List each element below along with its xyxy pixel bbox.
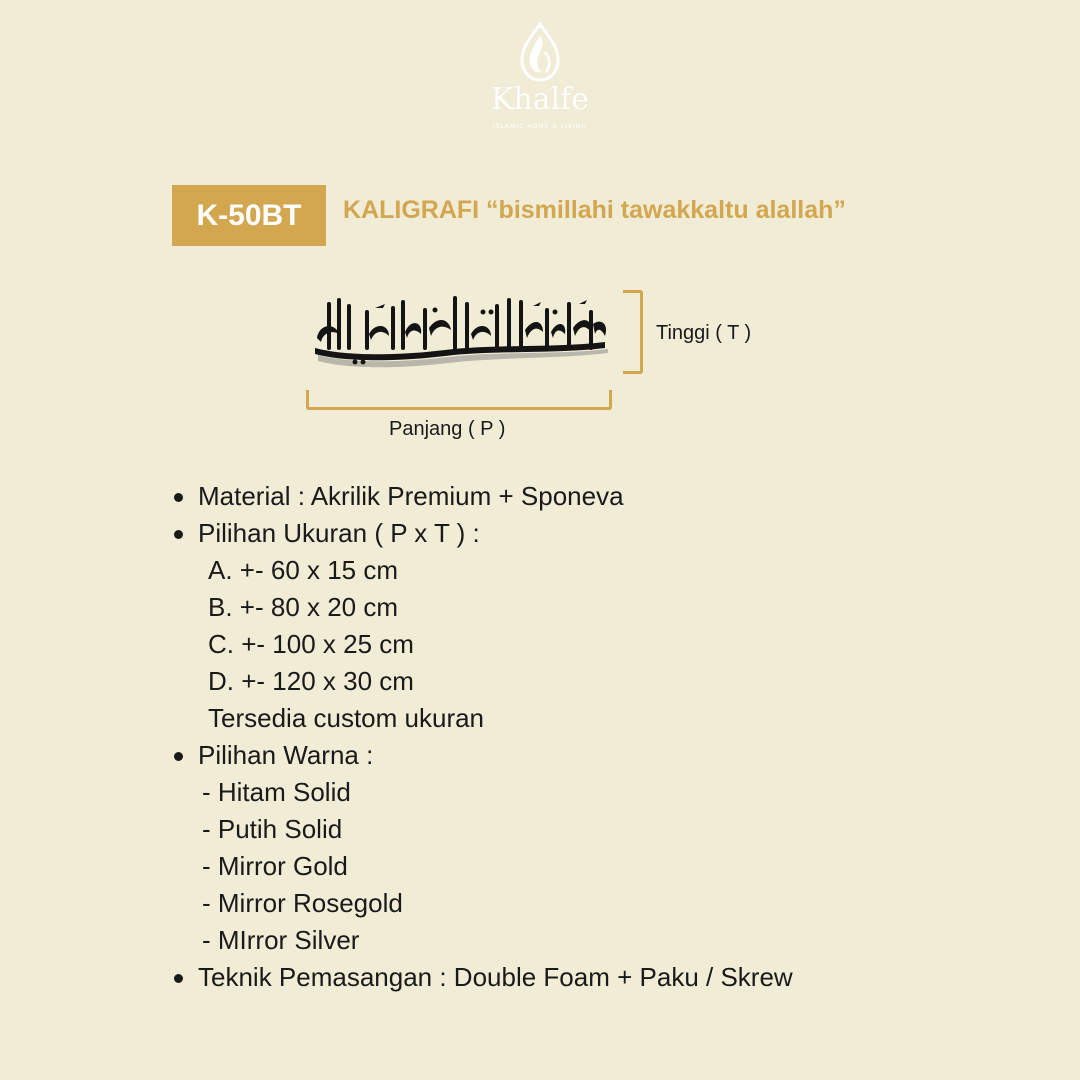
size-option-c: C. +- 100 x 25 cm bbox=[208, 629, 414, 659]
brand-tagline: ISLAMIC HOME & LIVING bbox=[492, 123, 588, 130]
length-bracket bbox=[306, 390, 612, 410]
color-option-gold: - Mirror Gold bbox=[202, 851, 348, 881]
color-option-black: - Hitam Solid bbox=[202, 777, 351, 807]
size-option-a: A. +- 60 x 15 cm bbox=[208, 555, 399, 585]
size-option-custom: Tersedia custom ukuran bbox=[208, 703, 485, 733]
color-option-white: - Putih Solid bbox=[202, 814, 343, 844]
product-title: KALIGRAFI “bismillahi tawakkaltu alallah” bbox=[343, 196, 846, 224]
color-option-silver: - MIrror Silver bbox=[202, 925, 360, 955]
droplet-logo-icon bbox=[518, 22, 562, 84]
spec-installation: Teknik Pemasangan : Double Foam + Paku / Skrew bbox=[172, 959, 1052, 996]
height-label: Tinggi ( T ) bbox=[656, 322, 752, 344]
size-option-d: D. +- 120 x 30 cm bbox=[208, 666, 414, 696]
spec-material: Material : Akrilik Premium + Sponeva bbox=[172, 478, 1052, 515]
spec-size-heading: Pilihan Ukuran ( P x T ) : bbox=[172, 515, 1052, 552]
arabic-calligraphy-image bbox=[305, 288, 615, 378]
length-label: Panjang ( P ) bbox=[389, 418, 506, 440]
product-code-badge: K-50BT bbox=[172, 185, 326, 246]
spec-color-heading: Pilihan Warna : bbox=[172, 737, 1052, 774]
size-option-b: B. +- 80 x 20 cm bbox=[208, 592, 399, 622]
brand-logo bbox=[470, 20, 610, 135]
brand-name: Khalfe bbox=[490, 82, 590, 117]
color-option-rosegold: - Mirror Rosegold bbox=[202, 888, 403, 918]
spec-list bbox=[172, 478, 1052, 996]
height-bracket bbox=[623, 290, 643, 374]
